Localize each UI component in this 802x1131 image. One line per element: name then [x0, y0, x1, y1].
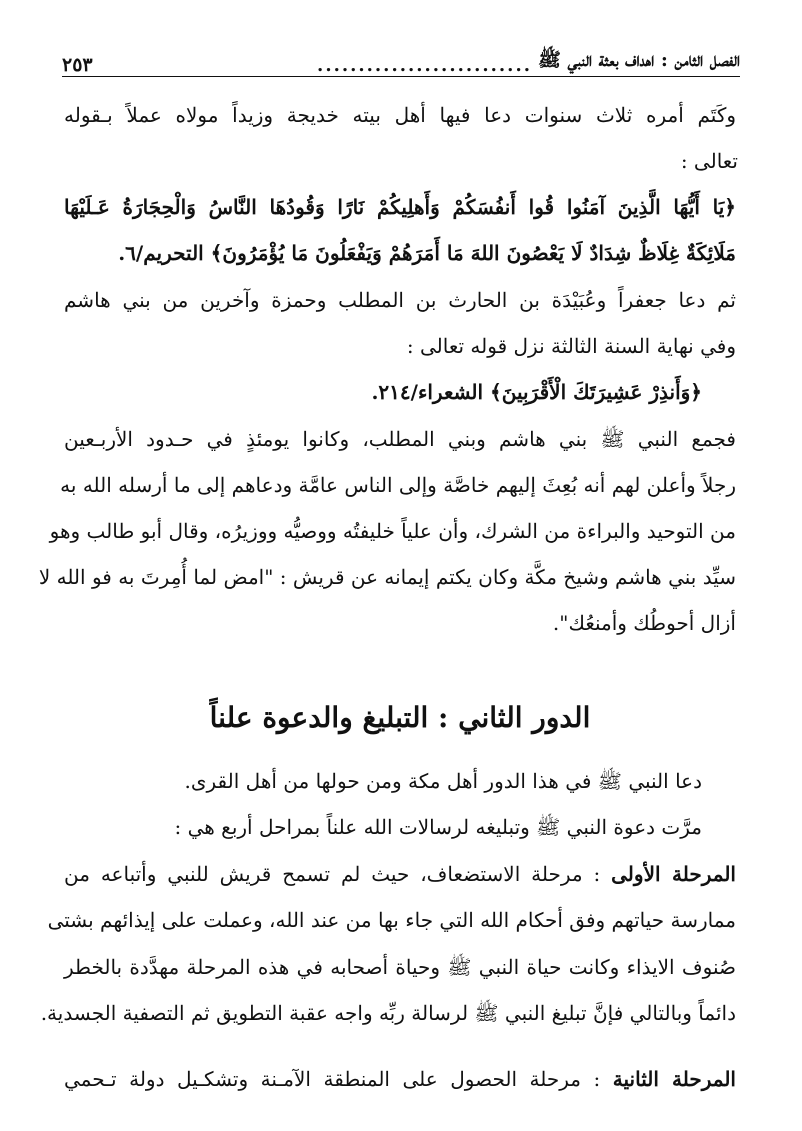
quran-verse-line-1: ﴿يَا أَيُّهَا الَّذِينَ آمَنُوا قُوا أَنفُسَكُمْ وَأَهلِيكُمْ نَارًا وَقُودُهَا النَّاسُ وَالْحِجَارَةُ عَـلَيْهَا	[64, 195, 736, 219]
stage-2-label: المرحلة الثانية	[612, 1067, 736, 1091]
body-line-10: من التوحيد والبراءة من الشرك، وأن علياً خليفتُه ووصيُّه ووزيرُه، وقال أبو طالب وهو	[49, 519, 736, 543]
stage-1-label: المرحلة الأولى	[611, 862, 736, 886]
body-line-5: ثم دعا جعفراً وعُبَيْدَة بن الحارث بن المطلب وحمزة وآخرين من بني هاشم	[64, 288, 736, 312]
stage-1-line-2: ممارسة حياتهم وفق أحكام الله التي جاء بها من عند الله، وعملت على إيذائهم بشتى	[47, 908, 736, 932]
body-line-8: فجمع النبي ﷺ بني هاشم وبني المطلب، وكانوا يومئذٍ في حـدود الأربـعين	[64, 427, 736, 451]
section-line-1: دعا النبي ﷺ في هذا الدور أهل مكة ومن حولها من أهل القرى.	[184, 769, 702, 793]
body-line-9: رجلاً وأعلن لهم أنه بُعِثَ إليهم خاصَّة وإلى الناس عامَّة ودعاهم إلى ما أرسله الله به	[60, 473, 736, 497]
section-heading: الدور الثاني : التبليغ والدعوة علناً	[209, 701, 591, 734]
stage-1-line-1	[64, 859, 736, 889]
body-line-1: وكَتَم أمره ثلاث سنوات دعا فيها أهل بيته خديجة وزيداً مولاه عملاً بـقوله	[64, 103, 736, 127]
section-line-2: مرَّت دعوة النبي ﷺ وتبليغه لرسالات الله علناً بمراحل أربع هي :	[174, 815, 702, 839]
stage-1-line-4: دائماً وبالتالي فإنَّ تبليغ النبي ﷺ لرسالة ربِّه واجه عقبة التطويق ثم التصفية الجسدية.	[40, 1001, 736, 1025]
stage-1-first-line: : مرحلة الاستضعاف، حيث لم تسمح قريش للنبي وأتباعه من	[64, 862, 612, 886]
page-number: ٢٥٣	[62, 54, 93, 76]
body-line-6: وفي نهاية السنة الثالثة نزل قوله تعالى :	[406, 334, 736, 358]
body-line-2: تعالى :	[680, 149, 738, 173]
chapter-title: الفصل الثامن : اهداف بعثة النبي ﷺ	[537, 49, 740, 71]
stage-1-line-3: صُنوف الايذاء وكانت حياة النبي ﷺ وحياة أصحابه في هذه المرحلة مهدَّدة بالخطر	[64, 955, 736, 979]
running-header	[62, 42, 740, 77]
body-line-11: سيِّد بني هاشم وشيخ مكَّة وكان يكتم إيمانه عن قريش : "امض لما أُمِرتَ به فو الله لا	[38, 565, 736, 589]
quran-verse-line-3: ﴿وَأَنذِرْ عَشِيرَتَكَ الْأَقْرَبِينَ﴾ الشعراء/٢١٤.	[371, 380, 702, 404]
body-line-12: أزال أحوطُك وأمنعُك".	[552, 611, 736, 635]
quran-verse-line-2: مَلَائِكَةٌ غِلَاظٌ شِدَادٌ لَا يَعْصُونَ اللهَ مَا أَمَرَهُمْ وَيَفْعَلُونَ مَا يُؤْمَرُونَ﴾ التحريم/٦.	[118, 241, 736, 265]
stage-2-first-line: : مرحلة الحصول على المنطقة الآمـنة وتشكـيل دولة تـحمي	[64, 1067, 613, 1091]
header-dot-leader: ..........................	[317, 55, 532, 76]
stage-2-line-1	[64, 1064, 736, 1094]
